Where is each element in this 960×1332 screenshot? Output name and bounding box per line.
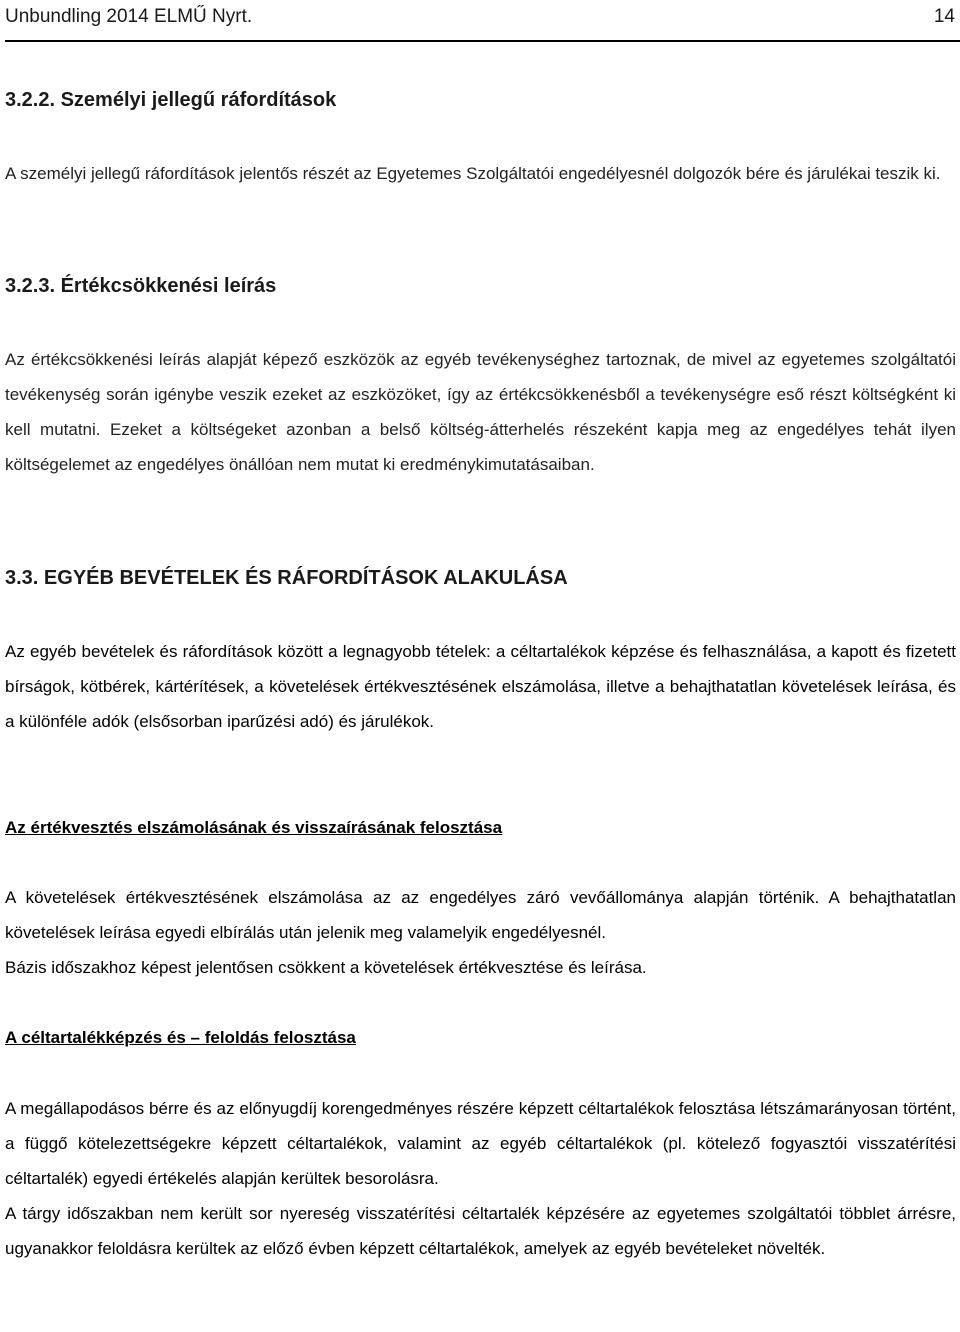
- section-3-3-body: [5, 634, 956, 739]
- page-number: 14: [933, 6, 955, 27]
- paragraph: Bázis időszakhoz képest jelentősen csökkent a követelések értékvesztése és leírása.: [5, 958, 647, 977]
- paragraph: A tárgy időszakban nem került sor nyereség visszatérítési céltartalék képzésére az egyetemes szolgáltatói többlet árrésre, ugyanakkor feloldásra kerültek az előző évben képzett céltartalékok, amelyek az egyéb bevételeket növelték.: [5, 1204, 956, 1258]
- section-heading: 3.2.3. Értékcsökkenési leírás: [5, 275, 277, 297]
- paragraph: Az egyéb bevételek és ráfordítások között a legnagyobb tételek: a céltartalékok képzése és felhasználása, a kapott és fizetett bírságok, kötbérek, kártérítések, a követelések értékvesztésének elszámolása, illetve a behajthatatlan követelések leírása, és a különféle adók (elsősorban iparűzési adó) és járulékok.: [5, 642, 956, 731]
- paragraph: A megállapodásos bérre és az előnyugdíj korengedményes részére képzett céltartalékok felosztása létszámarányosan történt, a függő kötelezettségekre képzett céltartalékok, valamint az egyéb céltartalékok (pl. kötelező fogyasztói visszatérítési céltartalék) egyedi értékelés alapján kerültek besorolásra.: [5, 1099, 956, 1188]
- section-heading: 3.3. EGYÉB BEVÉTELEK ÉS RÁFORDÍTÁSOK ALAKULÁSA: [5, 567, 568, 589]
- section-3-2-3-body: [5, 342, 956, 482]
- section-3-2-3: [5, 274, 956, 298]
- section-3-2-2: [5, 88, 956, 112]
- subsection-heading: Az értékvesztés elszámolásának és visszaírásának felosztása: [5, 818, 503, 837]
- subsection-ertekvesztes: [5, 817, 956, 839]
- subsection-celtartalek-body: [5, 1091, 956, 1266]
- section-3-2-2-body: [5, 156, 956, 191]
- subsection-celtartalek: [5, 1027, 956, 1049]
- running-header: [5, 0, 960, 42]
- paragraph: A követelések értékvesztésének elszámolása az az engedélyes záró vevőállománya alapján történik. A behajthatatlan követelések leírása egyedi elbírálás után jelenik meg valamelyik engedélyesnél.: [5, 888, 956, 942]
- section-heading: 3.2.2. Személyi jellegű ráfordítások: [5, 89, 337, 111]
- subsection-ertekvesztes-body: [5, 880, 956, 985]
- header-title: Unbundling 2014 ELMŰ Nyrt.: [5, 6, 253, 27]
- paragraph: A személyi jellegű ráfordítások jelentős részét az Egyetemes Szolgáltatói engedélyesnél dolgozók bére és járulékai teszik ki.: [5, 164, 941, 183]
- paragraph: Az értékcsökkenési leírás alapját képező eszközök az egyéb tevékenységhez tartoznak, de mivel az egyetemes szolgáltatói tevékenység során igénybe veszik ezeket az eszközöket, így az értékcsökkenésből a tevékenységre eső részt költségként ki kell mutatni. Ezeket a költségeket azonban a belső költség-átterhelés részeként kapja meg az engedélyes tehát ilyen költségelemet az engedélyes önállóan nem mutat ki eredménykimutatásaiban.: [5, 350, 956, 474]
- section-3-3: [5, 566, 956, 590]
- subsection-heading: A céltartalékképzés és – feloldás felosztása: [5, 1028, 356, 1047]
